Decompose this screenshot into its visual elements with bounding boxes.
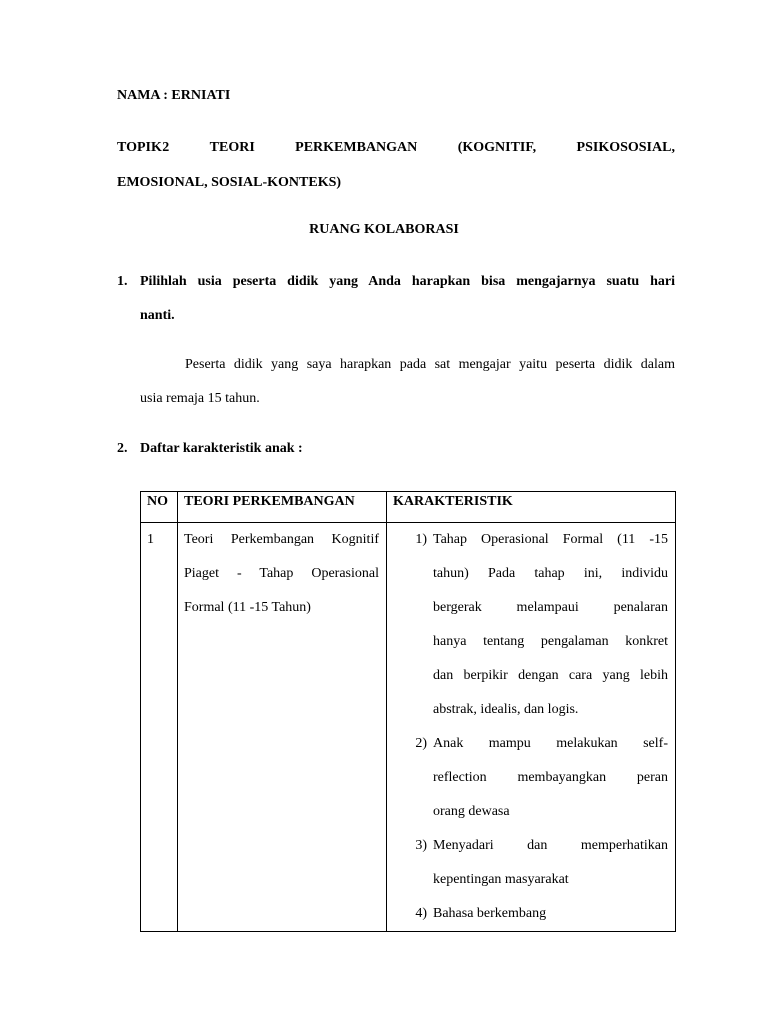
list-item-number: 4) [415, 906, 427, 921]
teori-line: Teori Perkembangan Kognitif [184, 532, 379, 547]
list-item-number: 3) [415, 838, 427, 853]
list-item [387, 523, 675, 727]
karakteristik-list [387, 523, 675, 931]
list-item [387, 829, 675, 897]
list-item [387, 727, 675, 829]
header-teori [178, 492, 387, 523]
list-item [387, 897, 675, 931]
topic-word: (KOGNITIF, [457, 140, 537, 155]
question-2-number: 2. [117, 441, 128, 456]
list-item-line: bergerak melampaui penalaran [433, 600, 668, 615]
list-item-line: Anak mampu melakukan self- [433, 736, 668, 751]
topic-word: TOPIK [117, 140, 162, 155]
list-item-line: reflection membayangkan peran [433, 770, 668, 785]
answer-1-line-2: usia remaja 15 tahun. [140, 391, 260, 406]
header-karakteristik-label: KARAKTERISTIK [393, 494, 513, 509]
list-item-line: dan berpikir dengan cara yang lebih [433, 668, 668, 683]
characteristics-table [140, 491, 676, 932]
answer-1-line-1: Peserta didik yang saya harapkan pada sat mengajar yaitu peserta didik dalam [185, 357, 675, 372]
teori-line: Piaget - Tahap Operasional [184, 566, 379, 581]
topic-word: PSIKOSOSIAL, [576, 140, 675, 155]
question-1-line-2: nanti. [140, 308, 175, 323]
topic-word: TEORI [209, 140, 255, 155]
cell-no [141, 523, 178, 932]
question-1-line-1: Pilihlah usia peserta didik yang Anda harapkan bisa mengajarnya suatu hari [140, 274, 675, 289]
list-item-line: abstrak, idealis, dan logis. [433, 702, 579, 717]
list-item-text [433, 727, 675, 829]
header-karakteristik [387, 492, 676, 523]
row-number: 1 [147, 532, 154, 547]
list-item-text [433, 897, 675, 931]
question-2-text: Daftar karakteristik anak : [140, 441, 303, 456]
list-item-text [433, 523, 675, 727]
list-item-line: orang dewasa [433, 804, 510, 819]
cell-karakteristik [387, 523, 676, 932]
header-no-label: NO [147, 494, 168, 509]
cell-teori [178, 523, 387, 932]
list-item-line: Tahap Operasional Formal (11 -15 [433, 532, 668, 547]
topic-line-2: EMOSIONAL, SOSIAL-KONTEKS) [117, 175, 342, 190]
topic-title [117, 139, 675, 191]
topic-word: PERKEMBANGAN [295, 140, 418, 155]
table-header-row [141, 492, 676, 523]
list-item-line: hanya tentang pengalaman konkret [433, 634, 668, 649]
section-heading: RUANG KOLABORASI [309, 222, 459, 237]
topic-line-1 [117, 139, 675, 156]
teori-text [178, 523, 386, 625]
header-teori-label: TEORI PERKEMBANGAN [184, 494, 355, 509]
header-no [141, 492, 178, 523]
teori-line: Formal (11 -15 Tahun) [184, 600, 311, 615]
list-item-number: 2) [415, 736, 427, 751]
question-1-number: 1. [117, 274, 128, 289]
list-item-line: Menyadari dan memperhatikan [433, 838, 668, 853]
list-item-line: Bahasa berkembang [433, 906, 547, 921]
list-item-number: 1) [415, 532, 427, 547]
list-item-line: kepentingan masyarakat [433, 872, 569, 887]
list-item-text [433, 829, 675, 897]
list-item-line: tahun) Pada tahap ini, individu [433, 566, 668, 581]
topic-word: 2 [162, 140, 170, 155]
table-row [141, 523, 676, 932]
student-name: NAMA : ERNIATI [117, 88, 231, 103]
